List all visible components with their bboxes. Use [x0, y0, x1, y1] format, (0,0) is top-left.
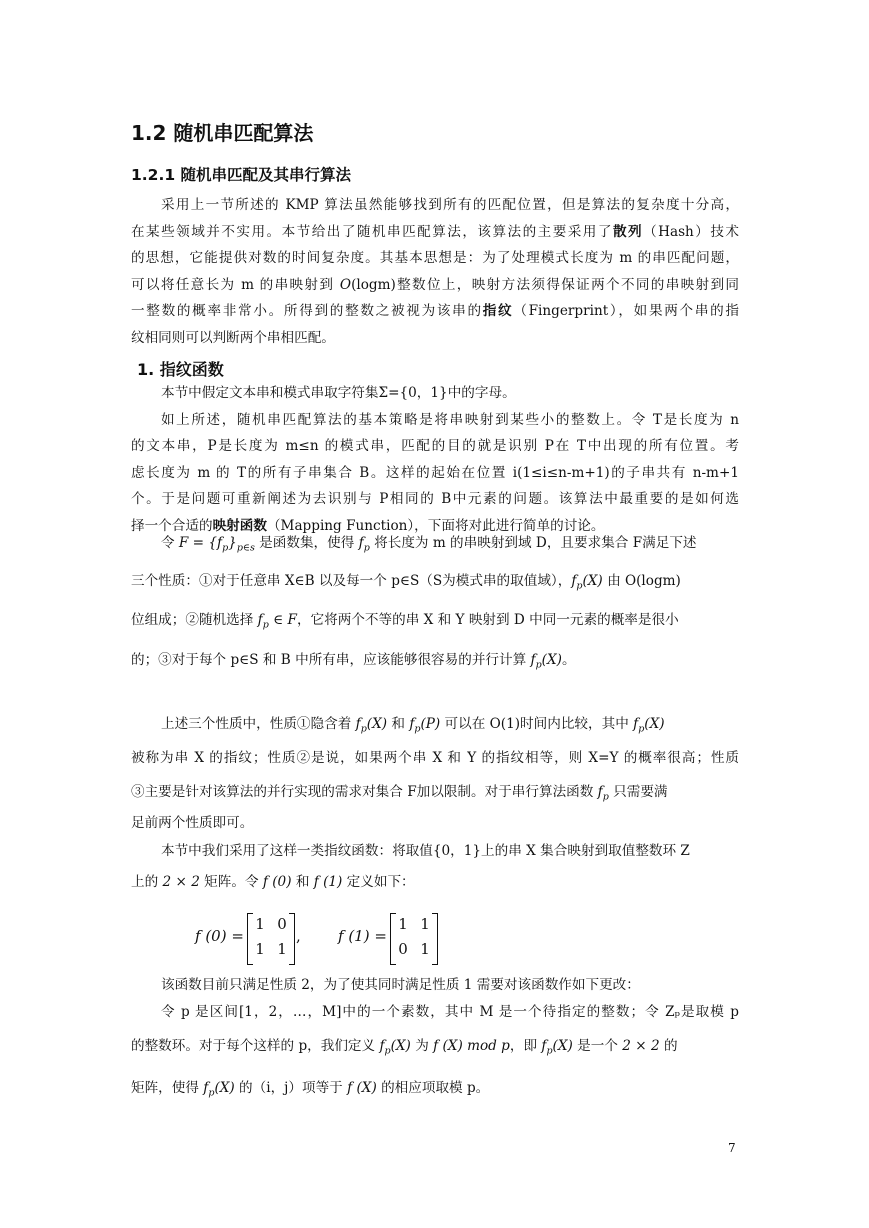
- adopt-text: 矩阵。令: [199, 873, 263, 890]
- math-sub: p: [602, 791, 609, 803]
- matrix-cell: 1: [420, 915, 430, 933]
- adopt-text: 和: [291, 873, 314, 890]
- props-text: 位组成；②随机选择: [131, 612, 258, 628]
- intro-line-3: 的思想，它能提供对数的时间复杂度。其基本思想是：为了处理模式长度为 m 的串匹配问题，: [131, 250, 739, 266]
- props-text: 令: [161, 535, 179, 551]
- explanation-paragraph: [131, 705, 739, 837]
- page-number: 7: [728, 1141, 736, 1155]
- math-f0: f (0): [262, 873, 292, 890]
- intro-line-6: 纹相同则可以判断两个串相匹配。: [131, 329, 335, 346]
- after-paragraph: [131, 972, 739, 1109]
- matrix-cell: 1: [255, 940, 265, 958]
- matrix-separator: ,: [296, 927, 301, 945]
- math-f: f: [571, 573, 577, 589]
- explain-text: 可以在 O(1)时间内比较，其中: [440, 716, 634, 732]
- fingerprint-paragraph: [131, 380, 739, 539]
- math-F: F = {f: [178, 535, 223, 551]
- math-f: f: [633, 716, 639, 732]
- intro-text: （Hash）技术: [643, 223, 739, 240]
- math-arg: (X): [214, 1080, 235, 1096]
- math-f1: f (1): [313, 873, 343, 890]
- props-text: ，它将两个不等的串 X 和 Y 映射到 D 中同一元素的概率是很小: [296, 612, 679, 628]
- after-text: 的: [659, 1038, 678, 1054]
- intro-paragraph: [131, 192, 739, 351]
- intro-line-5: [131, 298, 739, 325]
- intro-line-4: [131, 272, 739, 299]
- intro-line-1: 采用上一节所述的 KMP 算法虽然能够找到所有的匹配位置，但是算法的复杂度十分高，: [161, 197, 739, 213]
- after-text: 是一个: [572, 1038, 623, 1054]
- props-text: 是函数集，使得: [254, 535, 359, 551]
- math-arg: (X): [644, 716, 665, 732]
- math-in-F: ∈ F: [268, 612, 297, 628]
- adopt-text: 定义如下：: [342, 873, 415, 890]
- math-sub: p: [360, 723, 367, 735]
- matrix-f1-label: f (1) =: [338, 927, 387, 945]
- explain-line-4: 足前两个性质即可。: [131, 815, 254, 831]
- math-2x2: 2 × 2: [162, 873, 200, 890]
- props-text: 。: [561, 652, 576, 668]
- term-fingerprint: 指纹: [482, 303, 514, 319]
- after-text: 的相应项取模 p。: [376, 1080, 490, 1096]
- intro-text: 可以将任意长为 m 的串映射到: [131, 276, 340, 293]
- explain-line-2: 被称为串 X 的指纹；性质②是说，如果两个串 X 和 Y 的指纹相等，则 X=Y 的概率很高；性质: [131, 750, 739, 766]
- matrix-f1-brackets: [390, 913, 438, 965]
- math-arg: (X): [366, 716, 388, 732]
- math-sub: p: [638, 723, 645, 735]
- after-line-4: [131, 1067, 739, 1109]
- matrix-cell: 0: [398, 940, 408, 958]
- intro-text: （Fingerprint），如果两个串的指: [513, 303, 739, 319]
- math-f: f: [203, 1080, 209, 1096]
- adopt-text: 上的: [131, 873, 163, 890]
- math-sub: p: [384, 1045, 391, 1057]
- math-sub: p: [363, 542, 370, 554]
- after-text: 矩阵，使得: [131, 1080, 204, 1096]
- matrix-cell: 1: [398, 915, 408, 933]
- after-text: 的整数环。对于每个这样的 p，我们定义: [131, 1038, 380, 1054]
- matrix-cell: 1: [420, 940, 430, 958]
- explain-text: 上述三个性质中，性质①隐含着: [161, 716, 356, 732]
- explain-line-3: [131, 774, 739, 810]
- fp-text: 择一个合适的: [131, 517, 213, 534]
- math-sub: p: [535, 659, 542, 671]
- term-mapping-function: 映射函数: [212, 517, 267, 534]
- math-mod: f (X) mod p: [433, 1038, 510, 1054]
- props-line-3: [131, 600, 739, 640]
- matrix-cell: 1: [255, 915, 265, 933]
- section-title: 1.2 随机串匹配算法: [131, 121, 314, 145]
- explain-line-1: [131, 705, 739, 743]
- props-text: 的；③对于每个 p∈S 和 B 中所有串，应该能够很容易的并行计算: [131, 652, 531, 668]
- term-hash: 散列: [612, 223, 644, 240]
- math-f: f: [409, 716, 415, 732]
- math-arg: (X): [390, 1038, 411, 1054]
- after-line-3: [131, 1025, 739, 1067]
- props-line-2: [131, 562, 739, 600]
- explain-text: 和: [387, 716, 410, 732]
- matrix-cell: 0: [277, 915, 287, 933]
- props-line-4: [131, 640, 739, 680]
- subsection-title: 1.2.1 随机串匹配及其串行算法: [131, 166, 352, 184]
- after-text: 的（i，j）项等于: [234, 1080, 348, 1096]
- fp-line-4: 虑长度为 m 的 T的所有子串集合 B。这样的起始在位置 i(1≤i≤n-m+1)的子串共有 n-m+1: [131, 464, 739, 481]
- math-f: f: [530, 652, 536, 668]
- fp-line-3: 的文本串，P是长度为 m≤n 的模式串，匹配的目的就是识别 P在 T中出现的所有位置。考: [131, 438, 739, 454]
- props-text: 由 O(logm): [602, 573, 681, 589]
- after-line-1: 该函数目前只满足性质 2，为了使其同时满足性质 1 需要对该函数作如下更改：: [161, 977, 640, 993]
- after-text: ，即: [509, 1038, 542, 1054]
- math-sub: p: [222, 542, 229, 554]
- matrix-f0-brackets: [247, 913, 295, 965]
- math-f: f: [355, 716, 361, 732]
- props-line-1: [131, 525, 739, 562]
- math-fX: f (X): [347, 1080, 377, 1096]
- math-arg: (X): [541, 652, 562, 668]
- math-sub: p: [576, 580, 583, 592]
- fp-line-5: 个。于是问题可重新阐述为去识别与 P相同的 B中元素的问题。该算法中最重要的是如何选: [131, 491, 739, 507]
- explain-text: ③主要是针对该算法的并行实现的需求对集合 F加以限制。对于串行算法函数: [131, 784, 598, 800]
- matrix-f0-label: f (0) =: [195, 927, 244, 945]
- math-f: f: [379, 1038, 385, 1054]
- math-2x2: 2 × 2: [622, 1038, 660, 1054]
- after-text: 为: [410, 1038, 434, 1054]
- math-brace: }: [228, 535, 237, 551]
- fp-text: （Mapping Function），下面将对此进行简单的讨论。: [266, 517, 605, 534]
- matrix-cell: 1: [277, 940, 287, 958]
- adopt-line-2: [131, 865, 739, 899]
- after-line-2: 令 p 是区间[1，2，…，M]中的一个素数，其中 M 是一个待指定的整数；令 Zₚ是取模 p: [161, 1003, 739, 1020]
- props-text: 三个性质：①对于任意串 X∈B 以及每一个 p∈S（S为模式串的取值域），: [131, 573, 572, 589]
- math-f: f: [597, 784, 603, 800]
- math-arg: (X): [582, 573, 603, 589]
- math-sub: p: [208, 1087, 215, 1099]
- math-sub: p: [546, 1045, 553, 1057]
- fp-line-2: 如上所述，随机串匹配算法的基本策略是将串映射到某些小的整数上。令 T是长度为 n: [161, 411, 739, 428]
- explain-text: 只需要满: [608, 784, 668, 800]
- fingerprint-heading: 1. 指纹函数: [137, 360, 224, 379]
- math-f: f: [541, 1038, 547, 1054]
- math-text: O: [339, 276, 352, 293]
- fp-line-1: 本节中假定文本串和模式串取字符集Σ={0，1}中的字母。: [161, 385, 516, 401]
- props-text: 将长度为 m 的串映射到域 D，且要求集合 F满足下述: [369, 535, 697, 551]
- math-sub: p: [262, 619, 269, 631]
- intro-text: 一整数的概率非常小。所得到的整数之被视为该串的: [131, 303, 483, 319]
- adopt-line-1: 本节中我们采用了这样一类指纹函数：将取值{0，1}上的串 X 集合映射到取值整数环 Z: [161, 843, 690, 859]
- intro-text: 在某些领域并不实用。本节给出了随机串匹配算法，该算法的主要采用了: [131, 223, 613, 240]
- math-arg: (X): [552, 1038, 573, 1054]
- math-sub: p: [414, 723, 421, 735]
- intro-text: (logm)整数位上，映射方法须得保证两个不同的串映射到同: [351, 276, 739, 293]
- intro-line-2: [131, 219, 739, 246]
- math-sub: p∈s: [236, 542, 255, 554]
- math-f: f: [358, 535, 364, 551]
- properties-paragraph: [131, 525, 739, 680]
- math-f: f: [257, 612, 263, 628]
- adopt-paragraph: [131, 838, 739, 899]
- math-arg: (P): [420, 716, 441, 732]
